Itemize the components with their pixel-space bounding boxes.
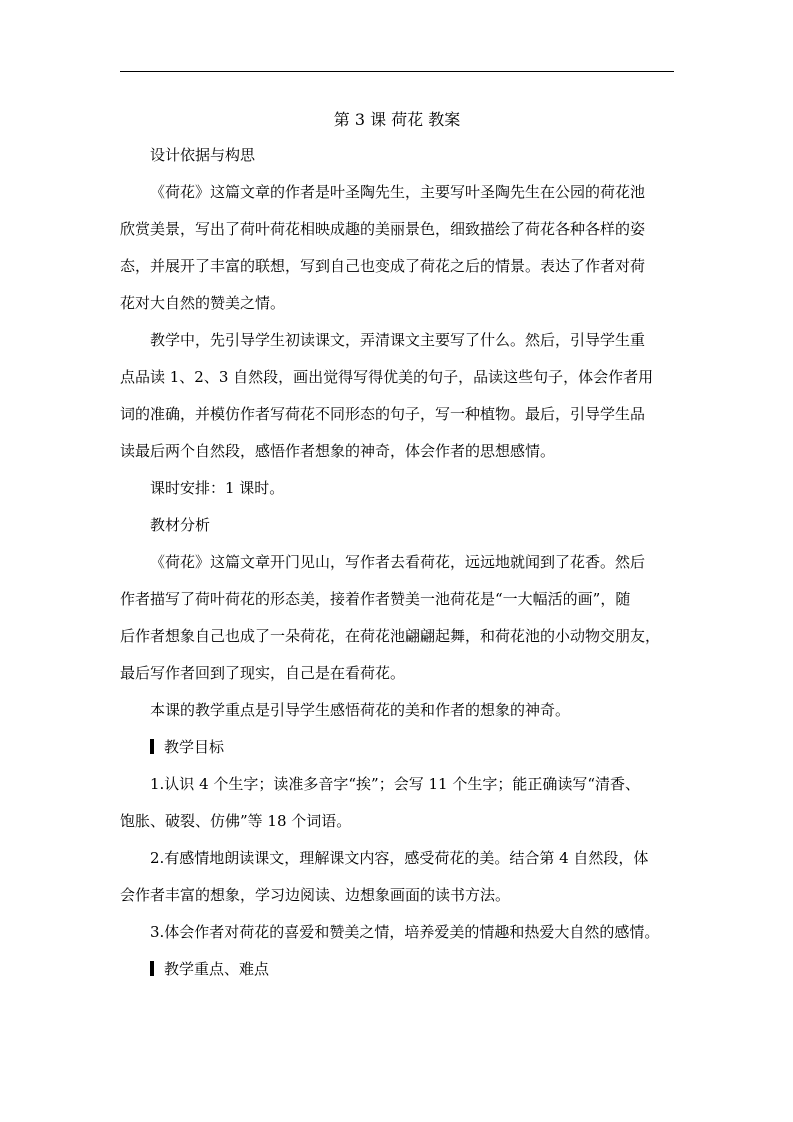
text-line: 最后写作者回到了现实，自己是在看荷花。 (120, 664, 406, 682)
section-heading-design: 设计依据与构思 (150, 146, 256, 164)
page-title: 第 3 课 荷花 教案 (333, 110, 461, 129)
section-heading-goals (120, 729, 674, 766)
paragraph-analysis-1 (120, 544, 674, 692)
text-line: 教学中，先引导学生初读课文，弄清课文主要写了什么。然后，引导学生重 (150, 331, 646, 349)
text-line: 态，并展开了丰富的联想，写到自己也变成了荷花之后的情景。表达了作者对荷 (120, 257, 646, 275)
text-line: 《荷花》这篇文章开门见山，写作者去看荷花，远远地就闻到了花香。然后 (150, 553, 646, 571)
text-line: 欣赏美景，写出了荷叶荷花相映成趣的美丽景色，细致描绘了荷花各种各样的姿 (120, 220, 646, 238)
text-line: 读最后两个自然段，感悟作者想象的神奇，体会作者的思想感情。 (120, 442, 556, 460)
text-line: 后作者想象自己也成了一朵荷花，在荷花池翩翩起舞，和荷花池的小动物交朋友， (120, 627, 661, 645)
section-heading-key-points (120, 951, 674, 988)
section-heading-goals-label: 教学目标 (164, 738, 225, 756)
header-rule (120, 71, 674, 72)
section-heading-key-points-label: 教学重点、难点 (164, 960, 270, 978)
text-line: 饱胀、破裂、仿佛”等 18 个词语。 (120, 812, 352, 830)
section-heading-analysis: 教材分析 (150, 516, 211, 534)
text-line: 作者描写了荷叶荷花的形态美，接着作者赞美一池荷花是“一大幅活的画”，随 (120, 590, 631, 608)
bullet-marker-icon (150, 961, 154, 976)
paragraph-analysis-2: 本课的教学重点是引导学生感悟荷花的美和作者的想象的神奇。 (150, 701, 571, 719)
schedule-text: 课时安排：1 课时。 (150, 479, 285, 497)
text-line: 词的准确，并模仿作者写荷花不同形态的句子，写一种植物。最后，引导学生品 (120, 405, 646, 423)
goal-item-1 (120, 766, 674, 840)
bullet-marker-icon (150, 739, 154, 754)
text-line: 《荷花》这篇文章的作者是叶圣陶先生，主要写叶圣陶先生在公园的荷花池 (150, 183, 646, 201)
document-body (120, 103, 674, 988)
text-line: 会作者丰富的想象，学习边阅读、边想象画面的读书方法。 (120, 886, 511, 904)
paragraph-design-1 (120, 174, 674, 322)
goal-item-2 (120, 840, 674, 914)
goal-item-3: 3.体会作者对荷花的喜爱和赞美之情，培养爱美的情趣和热爱大自然的感情。 (150, 923, 660, 941)
paragraph-design-2 (120, 322, 674, 470)
text-line: 点品读 1、2、3 自然段，画出觉得写得优美的句子，品读这些句子，体会作者用 (120, 368, 654, 386)
text-line: 花对大自然的赞美之情。 (120, 294, 286, 312)
text-line: 2.有感情地朗读课文，理解课文内容，感受荷花的美。结合第 4 自然段，体 (150, 849, 649, 867)
text-line: 1.认识 4 个生字；读准多音字“挨”；会写 11 个生字；能正确读写“清香、 (150, 775, 641, 793)
